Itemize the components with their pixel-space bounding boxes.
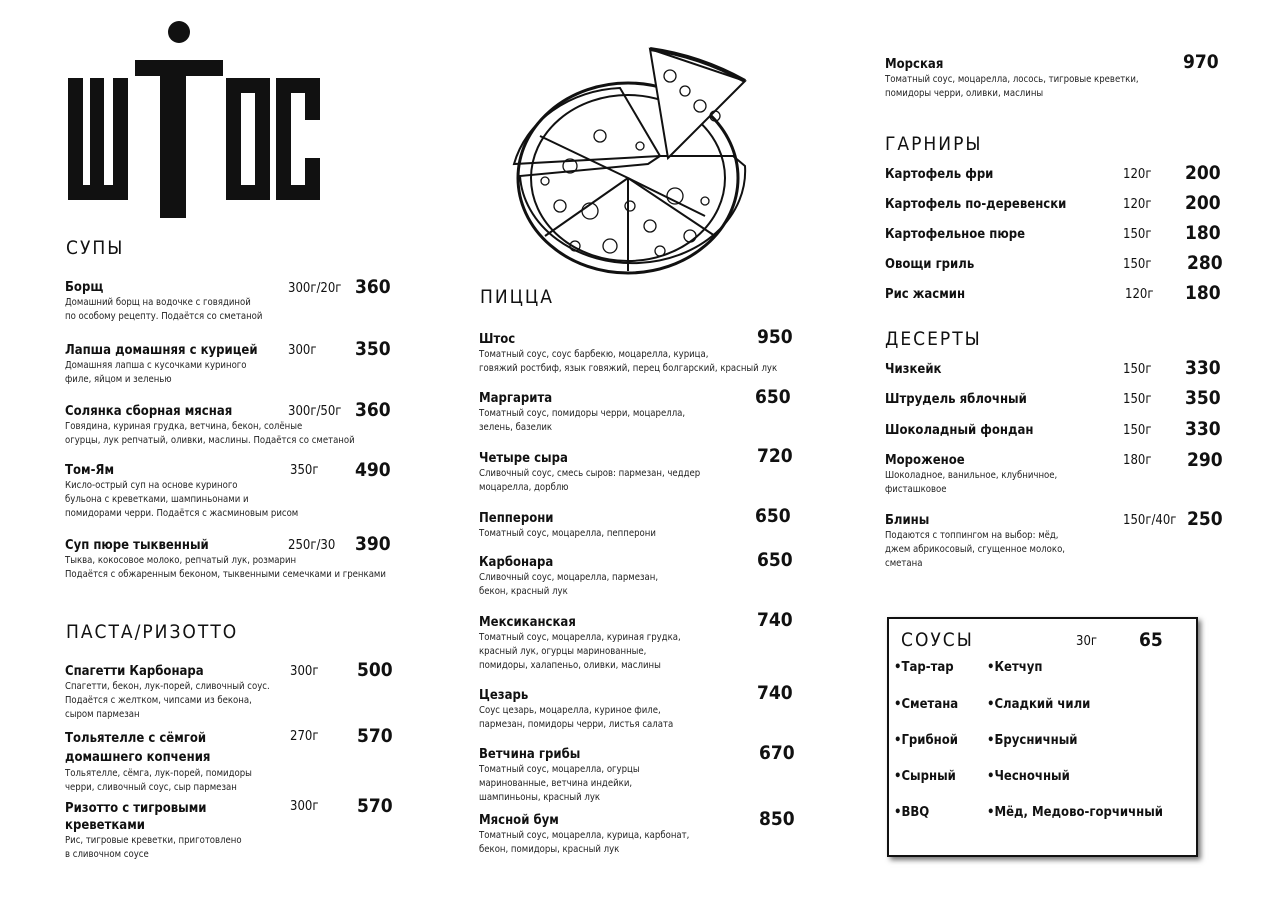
logo-icon <box>66 20 322 220</box>
item-description: Тыква, кокосовое молоко, репчатый лук, розмарин Подаётся с обжаренным беконом, тыквенными семечками и гренками <box>65 555 386 580</box>
menu-item <box>65 463 298 521</box>
menu-item <box>479 391 685 435</box>
item-price: 360 <box>355 399 391 421</box>
item-name: Штрудель яблочный <box>885 392 1027 407</box>
item-price: 350 <box>355 338 391 360</box>
item-price: 200 <box>1185 162 1221 184</box>
item-price: 250 <box>1187 508 1223 530</box>
item-description: Рис, тигровые креветки, приготовлено в сливочном соусе <box>65 835 242 860</box>
menu-item <box>65 538 386 582</box>
item-description: Подаются с топпингом на выбор: мёд, джем абрикосовый, сгущенное молоко, сметана <box>885 530 1066 569</box>
item-weight: 350г <box>290 463 319 478</box>
item-price: 720 <box>757 445 793 467</box>
item-price: 570 <box>357 725 393 747</box>
item-weight: 120г <box>1123 167 1152 182</box>
pizza-title: ПИЦЦА <box>480 286 554 308</box>
item-description: Говядина, куриная грудка, ветчина, бекон, солёные огурцы, лук репчатый, оливки, маслины. Подаётся со сметаной <box>65 421 355 446</box>
sauce-item: •BBQ <box>894 805 930 820</box>
menu-item <box>479 555 658 599</box>
item-price: 950 <box>757 326 793 348</box>
item-price: 740 <box>757 682 793 704</box>
item-price: 360 <box>355 276 391 298</box>
pasta-title: ПАСТА/РИЗОТТО <box>66 621 239 643</box>
item-price: 200 <box>1185 192 1221 214</box>
sides-title: ГАРНИРЫ <box>885 133 983 155</box>
item-description: Томатный соус, моцарелла, куриная грудка, красный лук, огурцы маринованные, помидоры, халапеньо, оливки, маслины <box>479 632 681 671</box>
item-price: 290 <box>1187 449 1223 471</box>
item-name: Мороженое <box>885 453 965 468</box>
item-name: Пепперони <box>479 511 554 526</box>
item-weight: 300г/20г <box>288 281 342 296</box>
menu-item <box>479 615 681 673</box>
item-name: Картофель фри <box>885 167 994 182</box>
item-name: Штос <box>479 332 516 347</box>
item-price: 490 <box>355 459 391 481</box>
sauces-weight: 30г <box>1076 634 1098 649</box>
item-weight: 120г <box>1123 197 1152 212</box>
item-price: 850 <box>759 808 795 830</box>
sauce-item: •Грибной <box>894 733 958 748</box>
item-description: Домашняя лапша с кусочками куриного филе, яйцом и зеленью <box>65 360 247 385</box>
item-weight: 180г <box>1123 453 1152 468</box>
sauces-title: СОУСЫ <box>901 629 974 651</box>
item-price: 280 <box>1187 252 1223 274</box>
item-name: Блины <box>885 513 930 528</box>
item-weight: 300г <box>290 664 319 679</box>
item-description: Сливочный соус, смесь сыров: пармезан, чеддер моцарелла, дорблю <box>479 468 701 493</box>
item-description: Томатный соус, моцарелла, пепперони <box>479 528 656 539</box>
menu-item <box>479 813 689 857</box>
menu-item <box>885 453 1057 497</box>
item-description: Томатный соус, соус барбекю, моцарелла, курица, говяжий ростбиф, язык говяжий, перец болгарский, красный лук <box>479 349 778 374</box>
item-price: 740 <box>757 609 793 631</box>
item-weight: 270г <box>290 729 319 744</box>
menu-item <box>65 729 252 795</box>
menu-item <box>65 800 242 862</box>
menu-item <box>479 688 673 732</box>
item-name: Суп пюре тыквенный <box>65 538 209 553</box>
item-price: 500 <box>357 659 393 681</box>
item-name: Маргарита <box>479 391 553 406</box>
item-price: 330 <box>1185 357 1221 379</box>
item-description: Тольятелле, сёмга, лук-порей, помидоры черри, сливочный соус, сыр пармезан <box>65 768 252 793</box>
menu-item <box>885 513 1065 571</box>
menu-item <box>479 451 700 495</box>
item-name: Цезарь <box>479 688 529 703</box>
sauce-item: •Кетчуп <box>987 660 1043 675</box>
item-description: Соус цезарь, моцарелла, куриное филе, пармезан, помидоры черри, листья салата <box>479 705 674 730</box>
item-weight: 150г <box>1123 423 1152 438</box>
item-name: Картофельное пюре <box>885 227 1026 242</box>
menu-item <box>65 664 270 722</box>
item-name: Том-Ям <box>65 463 114 478</box>
item-price: 970 <box>1183 51 1219 73</box>
item-price: 390 <box>355 533 391 555</box>
item-price: 350 <box>1185 387 1221 409</box>
item-price: 670 <box>759 742 795 764</box>
sauce-item: •Мёд, Медово-горчичный <box>987 805 1163 820</box>
item-price: 330 <box>1185 418 1221 440</box>
menu-item <box>479 747 640 805</box>
item-weight: 300г/50г <box>288 404 342 419</box>
item-description: Сливочный соус, моцарелла, пармезан, бекон, красный лук <box>479 572 659 597</box>
sauces-box <box>887 617 1198 857</box>
item-description: Томатный соус, моцарелла, огурцы маринованные, ветчина индейки, шампиньоны, красный лук <box>479 764 640 803</box>
item-name: Солянка сборная мясная <box>65 404 233 419</box>
item-weight: 150г/40г <box>1123 513 1177 528</box>
sauce-item: •Сметана <box>894 697 959 712</box>
item-name: Овощи гриль <box>885 257 975 272</box>
item-name: Рис жасмин <box>885 287 966 302</box>
sauce-item: •Сырный <box>894 769 956 784</box>
item-weight: 150г <box>1123 392 1152 407</box>
desserts-title: ДЕСЕРТЫ <box>885 328 982 350</box>
item-name: Мексиканская <box>479 615 576 630</box>
item-name: Картофель по-деревенски <box>885 197 1067 212</box>
item-name: Ризотто с тигровыми креветками <box>65 801 207 833</box>
item-price: 650 <box>755 386 791 408</box>
sauces-price: 65 <box>1139 629 1163 651</box>
item-weight: 120г <box>1125 287 1154 302</box>
pizza-illustration <box>500 46 760 282</box>
sauce-item: •Брусничный <box>987 733 1078 748</box>
item-price: 180 <box>1185 222 1221 244</box>
item-name: Мясной бум <box>479 813 559 828</box>
item-name: Шоколадный фондан <box>885 423 1034 438</box>
item-description: Шоколадное, ванильное, клубничное, фисташковое <box>885 470 1058 495</box>
item-weight: 150г <box>1123 257 1152 272</box>
menu-item <box>65 280 262 324</box>
item-name: Тольятелле с сёмгой домашнего копчения <box>65 731 211 765</box>
item-weight: 300г <box>290 799 319 814</box>
item-name: Морская <box>885 57 944 72</box>
item-weight: 150г <box>1123 227 1152 242</box>
item-price: 650 <box>755 505 791 527</box>
item-weight: 150г <box>1123 362 1152 377</box>
item-name: Лапша домашняя с курицей <box>65 343 258 358</box>
item-price: 650 <box>757 549 793 571</box>
item-price: 180 <box>1185 282 1221 304</box>
item-description: Кисло-острый суп на основе куриного бульона с креветками, шампиньонами и помидорами черри. Подаётся с жасминовым рисом <box>65 480 299 519</box>
sauce-item: •Сладкий чили <box>987 697 1091 712</box>
menu-item <box>885 57 1139 101</box>
item-name: Борщ <box>65 280 104 295</box>
item-name: Карбонара <box>479 555 554 570</box>
item-description: Спагетти, бекон, лук-порей, сливочный соус. Подаётся с желтком, чипсами из бекона, сыром пармезан <box>65 681 270 720</box>
item-name: Спагетти Карбонара <box>65 664 204 679</box>
pizza-icon <box>500 46 760 282</box>
soups-title: СУПЫ <box>66 237 125 259</box>
menu-item <box>479 511 656 541</box>
menu-item <box>479 332 777 376</box>
item-description: Томатный соус, помидоры черри, моцарелла, зелень, базелик <box>479 408 686 433</box>
sauce-item: •Чесночный <box>987 769 1070 784</box>
logo <box>66 20 322 220</box>
item-name: Четыре сыра <box>479 451 568 466</box>
menu-item <box>65 343 258 387</box>
item-name: Ветчина грибы <box>479 747 581 762</box>
item-name: Чизкейк <box>885 362 942 377</box>
item-description: Томатный соус, моцарелла, лосось, тигровые креветки, помидоры черри, оливки, маслины <box>885 74 1139 99</box>
item-weight: 250г/30 <box>288 538 336 553</box>
sauce-item: •Тар-тар <box>894 660 954 675</box>
item-description: Томатный соус, моцарелла, курица, карбонат, бекон, помидоры, красный лук <box>479 830 690 855</box>
item-weight: 300г <box>288 343 317 358</box>
item-description: Домашний борщ на водочке с говядиной по особому рецепту. Подаётся со сметаной <box>65 297 263 322</box>
item-price: 570 <box>357 795 393 817</box>
